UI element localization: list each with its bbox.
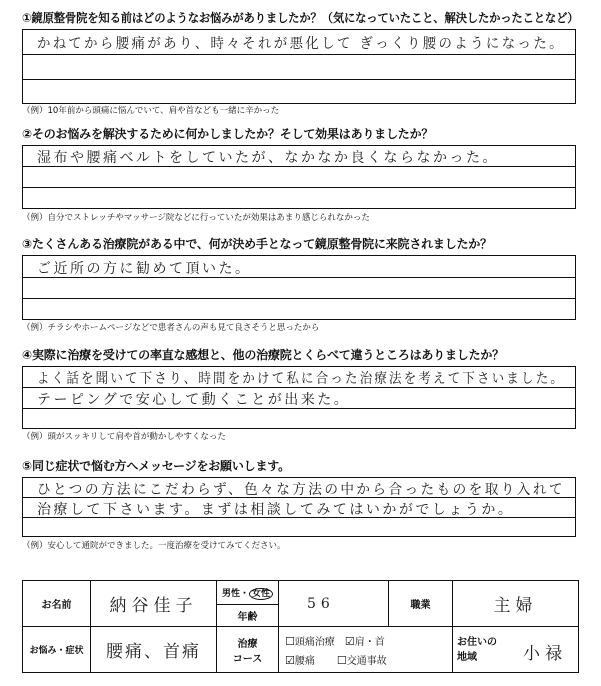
answer-box-2 <box>22 145 576 209</box>
course-options <box>279 627 453 673</box>
gender-separator: ・ <box>239 589 249 599</box>
age-label: 年齢 <box>217 605 279 627</box>
answer-2-line-1: 湿布や腰痛ベルトをしていたが、なかなか良くならなかった。 <box>37 150 499 166</box>
answer-box-5 <box>22 477 576 537</box>
answer-4-line-1: よく話を聞いて下さり、時間をかけて私に合った治療法を考えて下さいました。 <box>37 371 566 387</box>
example-3: （例）チラシやホームページなどで患者さんの声も見て良さそうと思ったから <box>22 323 320 333</box>
answer-box-1 <box>22 29 576 104</box>
answer-box-4 <box>22 366 576 429</box>
course-label-line-1: 治療 <box>237 638 258 650</box>
symptom-label: お悩み・症状 <box>23 627 91 673</box>
course-label <box>217 627 279 673</box>
example-5: （例）安心して通院ができました。一度治療を受けてみてください。 <box>22 541 286 551</box>
job-value: 主婦 <box>453 581 579 627</box>
name-value: 納谷佳子 <box>91 581 217 627</box>
gender-cell <box>217 581 279 605</box>
name-label: お名前 <box>23 581 91 627</box>
course-option-traffic-accident: ☐交通事故 <box>336 653 387 667</box>
question-3-title: ③たくさんある治療院がある中で、何が決め手となって鏡原整骨院に来院されましたか？ <box>22 237 492 251</box>
course-label-line-2: コース <box>232 653 263 665</box>
question-2-title: ②そのお悩みを解決するために何かしましたか？そして効果はありましたか？ <box>22 127 434 141</box>
question-4-title: ④実際に治療を受けての率直な感想と、他の治療院とくらべて違うところはありましたか？ <box>22 348 504 362</box>
example-2: （例）自分でストレッチやマッサージ院などに行っていたが効果はあまり感じられなかった <box>22 213 370 223</box>
gender-male: 男性 <box>221 589 240 599</box>
answer-5-line-2: 治療して下さいます。まずは相談してみてはいかがでしょうか。 <box>37 502 515 518</box>
job-label: 職業 <box>389 581 453 627</box>
age-value: 56 <box>279 581 389 627</box>
area-cell <box>453 627 579 673</box>
question-1-title: ①鏡原整骨院を知る前はどのようなお悩みがありましたか？（気になっていたこと、解決したかったことなど） <box>22 11 579 25</box>
question-5-title: ⑤同じ症状で悩む方へメッセージをお願いします。 <box>22 459 290 473</box>
answer-5-line-1: ひとつの方法にこだわらず、色々な方法の中から合ったものを取り入れて <box>37 482 565 498</box>
symptom-value: 腰痛、首痛 <box>91 627 217 673</box>
example-1: （例）10年前から頭痛に悩んでいて、肩や首なども一緒に辛かった <box>22 106 280 116</box>
example-4: （例）頭がスッキリして肩や首が動かしやすくなった <box>22 432 226 442</box>
checkbox-empty-icon: ☐ <box>285 634 295 648</box>
course-option-shoulder-neck: ☑肩・首 <box>344 634 385 648</box>
answer-3-line-1: ご近所の方に勧めて頂いた。 <box>37 261 252 277</box>
answer-1-line-1: かねてから腰痛があり、時々それが悪化して ぎっくり腰のようになった。 <box>37 36 565 52</box>
checkbox-checked-icon: ☑ <box>285 653 295 667</box>
answer-4-line-2: テーピングで安心して動くことが出来た。 <box>37 392 351 408</box>
patient-info-table <box>22 580 579 673</box>
gender-female-circled: 女性 <box>249 588 273 600</box>
course-option-lower-back: ☑腰痛 <box>285 653 315 667</box>
area-label: お住いの 地域 <box>457 637 497 663</box>
answer-box-3 <box>22 255 576 320</box>
checkbox-checked-icon: ☑ <box>344 634 355 648</box>
area-value: 小禄 <box>523 644 567 664</box>
course-option-headache: ☐頭痛治療 <box>285 634 335 648</box>
checkbox-empty-icon: ☐ <box>336 653 347 667</box>
